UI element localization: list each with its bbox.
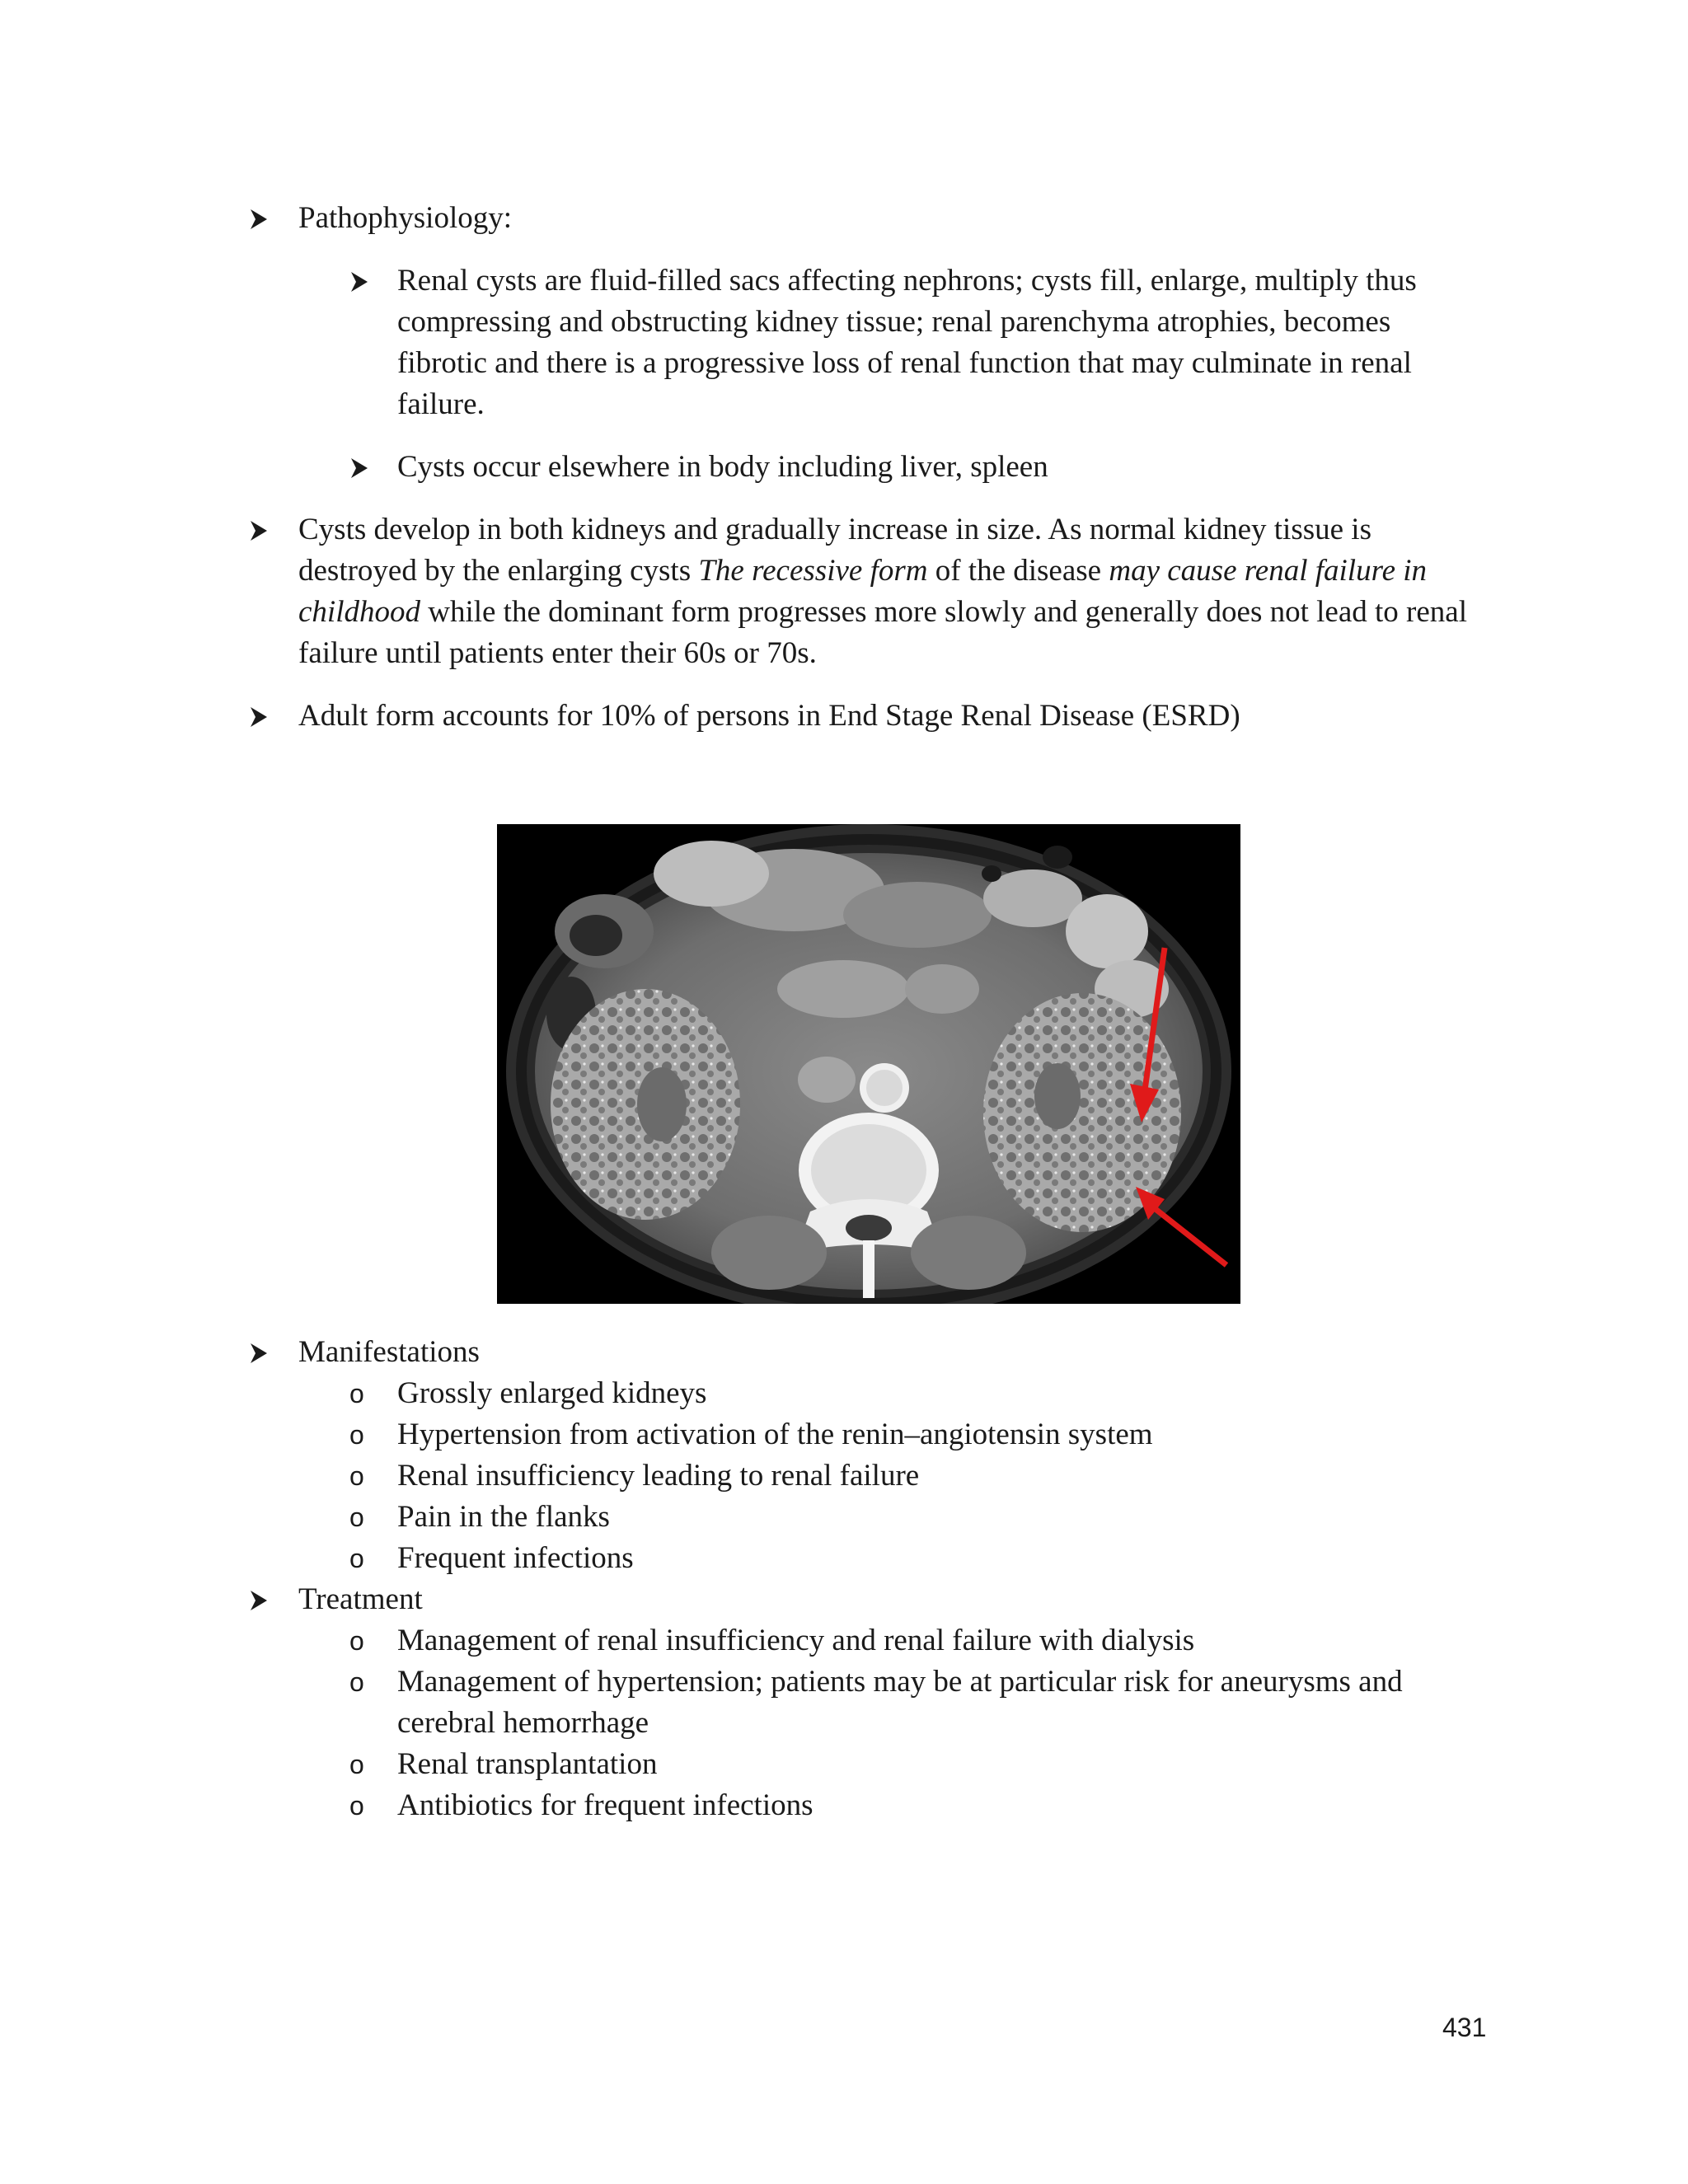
- pathophysiology-sub-1: Renal cysts are fluid-filled sacs affecting nephrons; cysts fill, enlarge, multiply thus compressing and obstructing kidney tissue; renal parenchyma atrophies, becomes fibrotic and there is a progressive loss of renal function that may culminate in renal failure.: [397, 264, 1417, 421]
- circle-bullet: o: [349, 1544, 364, 1573]
- cysts-develop-text-2: of the disease: [927, 554, 1109, 588]
- cysts-develop-text-3: while the dominant form progresses more slowly and generally does not lead to renal failure until patients enter their 60s or 70s.: [298, 595, 1467, 670]
- arrow-bullet-icon: [249, 1342, 269, 1365]
- manifestation-item: Hypertension from activation of the renin–angiotensin system: [397, 1418, 1153, 1451]
- manifestation-item: Grossly enlarged kidneys: [397, 1376, 707, 1410]
- cysts-develop-paragraph: [298, 509, 1485, 674]
- circle-bullet: o: [349, 1750, 364, 1779]
- cysts-develop-italic-1: The recessive form: [698, 554, 928, 588]
- ct-scan-drawing: [497, 824, 1240, 1304]
- ct-scan-image: [497, 824, 1240, 1304]
- arrow-bullet-icon: [349, 270, 369, 293]
- treatment-item: Antibiotics for frequent infections: [397, 1788, 814, 1822]
- pathophysiology-heading: Pathophysiology:: [298, 201, 513, 235]
- circle-bullet: o: [349, 1667, 364, 1697]
- arrow-bullet-icon: [349, 457, 369, 480]
- page-number: 431: [1442, 2013, 1487, 2042]
- circle-bullet: o: [349, 1461, 364, 1491]
- treatment-item: Management of hypertension; patients may be at particular risk for aneurysms and cerebral hemorrhage: [397, 1665, 1403, 1740]
- arrow-bullet-icon: [249, 705, 269, 729]
- cysts-develop-text-1: Cysts develop in both kidneys and gradually increase in size. As normal kidney tissue is destroyed by the enlarging cysts: [298, 513, 1372, 588]
- cysts-develop-italic-2: may cause renal failure in childhood: [298, 554, 1428, 629]
- adult-form-paragraph: Adult form accounts for 10% of persons in End Stage Renal Disease (ESRD): [298, 699, 1240, 733]
- circle-bullet: o: [349, 1420, 364, 1450]
- circle-bullet: o: [349, 1626, 364, 1656]
- treatment-item: Renal transplantation: [397, 1747, 658, 1781]
- treatment-heading: Treatment: [298, 1582, 423, 1616]
- circle-bullet: o: [349, 1502, 364, 1532]
- arrow-bullet-icon: [249, 208, 269, 231]
- pathophysiology-sub-2: Cysts occur elsewhere in body including liver, spleen: [397, 450, 1048, 484]
- treatment-item: Management of renal insufficiency and renal failure with dialysis: [397, 1624, 1195, 1657]
- manifestation-item: Pain in the flanks: [397, 1500, 610, 1534]
- circle-bullet: o: [349, 1791, 364, 1821]
- manifestations-heading: Manifestations: [298, 1335, 480, 1369]
- arrow-bullet-icon: [249, 519, 269, 542]
- arrow-bullet-icon: [249, 1589, 269, 1612]
- manifestation-item: Renal insufficiency leading to renal failure: [397, 1459, 920, 1493]
- manifestation-item: Frequent infections: [397, 1541, 634, 1575]
- circle-bullet: o: [349, 1379, 364, 1408]
